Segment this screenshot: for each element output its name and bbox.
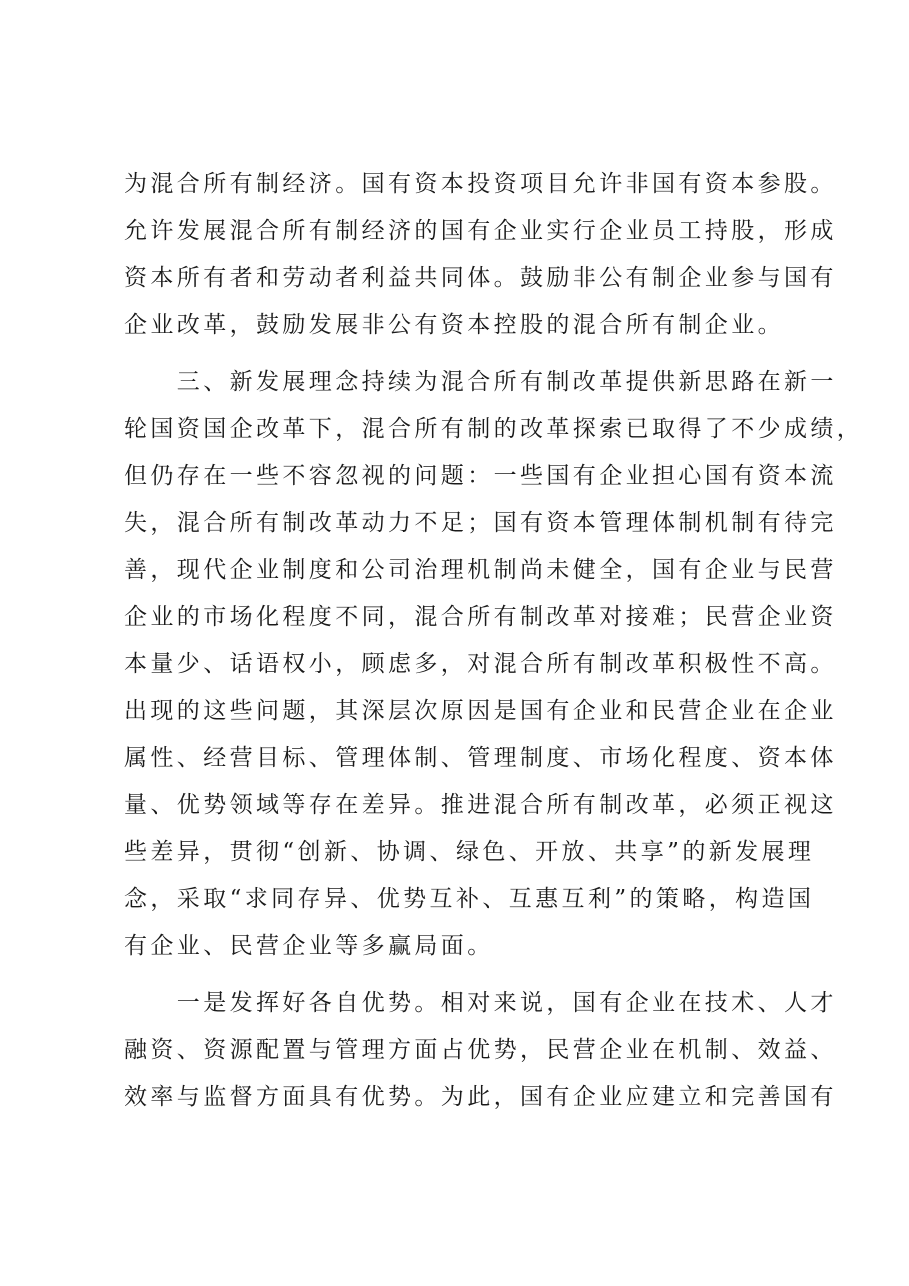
text-line: 融资、资源配置与管理方面占优势，民营企业在机制、效益、 [124, 1037, 837, 1063]
text-line: 善，现代企业制度和公司治理机制尚未健全，国有企业与民营 [124, 557, 837, 583]
paragraph-1 [124, 161, 837, 349]
text-line: 本量少、话语权小，顾虑多，对混合所有制改革积极性不高。 [124, 651, 837, 677]
text-line: 有企业、民营企业等多赢局面。 [124, 933, 494, 959]
text-line: 三、新发展理念持续为混合所有制改革提供新思路在新一 [124, 369, 837, 395]
text-line: 量、优势领域等存在差异。推进混合所有制改革，必须正视这 [124, 792, 837, 818]
paragraph-spacing [124, 970, 814, 980]
paragraph-3 [124, 980, 837, 1121]
text-line: 为混合所有制经济。国有资本投资项目允许非国有资本参股。 [124, 171, 837, 197]
text-line: 出现的这些问题，其深层次原因是国有企业和民营企业在企业 [124, 698, 837, 724]
text-line: 允许发展混合所有制经济的国有企业实行企业员工持股，形成 [124, 218, 837, 244]
text-line: 企业的市场化程度不同，混合所有制改革对接难；民营企业资 [124, 604, 837, 630]
text-line: 念，采取“求同存异、优势互补、互惠互利”的策略，构造国 [124, 886, 815, 912]
text-line: 些差异，贯彻“创新、协调、绿色、开放、共享”的新发展理 [124, 839, 815, 865]
paragraph-2 [124, 359, 864, 970]
paragraph-spacing [124, 349, 814, 359]
body-text [124, 161, 864, 1121]
text-line: 失，混合所有制改革动力不足；国有资本管理体制机制有待完 [124, 510, 837, 536]
text-line: 但仍存在一些不容忽视的问题：一些国有企业担心国有资本流 [124, 463, 837, 489]
text-line: 属性、经营目标、管理体制、管理制度、市场化程度、资本体 [124, 745, 837, 771]
text-line: 资本所有者和劳动者利益共同体。鼓励非公有制企业参与国有 [124, 265, 837, 291]
text-line: 企业改革，鼓励发展非公有资本控股的混合所有制企业。 [124, 312, 784, 338]
text-line: 效率与监督方面具有优势。为此，国有企业应建立和完善国有 [124, 1084, 837, 1110]
text-line: 轮国资国企改革下，混合所有制的改革探索已取得了不少成绩， [124, 416, 864, 442]
text-line: 一是发挥好各自优势。相对来说，国有企业在技术、人才 [124, 990, 837, 1016]
